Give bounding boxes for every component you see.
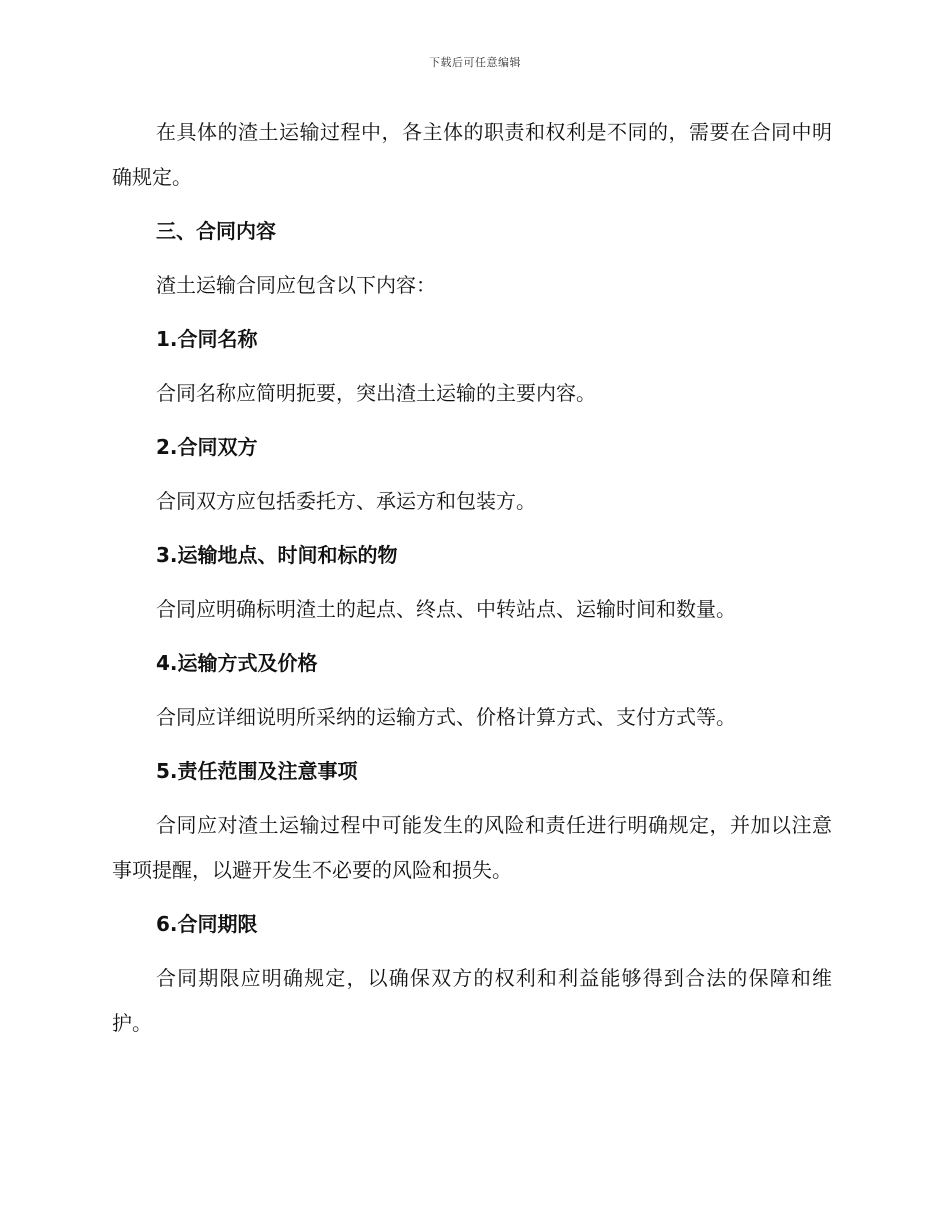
page-header: 下载后可任意编辑 [429, 56, 521, 69]
item-heading: 2.合同双方 [156, 435, 258, 459]
paragraph: 在具体的渣土运输过程中，各主体的职责和权利是不同的，需要在合同中明确规定。 [112, 120, 832, 189]
item-heading: 3.运输地点、时间和标的物 [156, 543, 398, 567]
paragraph: 合同名称应简明扼要，突出渣土运输的主要内容。 [156, 381, 596, 405]
paragraph: 合同双方应包括委托方、承运方和包装方。 [156, 489, 536, 513]
item-heading: 1.合同名称 [156, 327, 258, 351]
paragraph: 合同期限应明确规定，以确保双方的权利和利益能够得到合法的保障和维护。 [112, 966, 832, 1035]
section-heading: 三、合同内容 [156, 219, 276, 243]
paragraph: 合同应详细说明所采纳的运输方式、价格计算方式、支付方式等。 [156, 705, 736, 729]
paragraph: 合同应明确标明渣土的起点、终点、中转站点、运输时间和数量。 [156, 597, 736, 621]
paragraph: 合同应对渣土运输过程中可能发生的风险和责任进行明确规定，并加以注意事项提醒，以避开发生不必要的风险和损失。 [112, 813, 832, 882]
item-heading: 4.运输方式及价格 [156, 651, 318, 675]
paragraph: 渣土运输合同应包含以下内容： [156, 273, 436, 297]
item-heading: 5.责任范围及注意事项 [156, 759, 358, 783]
document-body [112, 110, 832, 1055]
item-heading: 6.合同期限 [156, 912, 258, 936]
